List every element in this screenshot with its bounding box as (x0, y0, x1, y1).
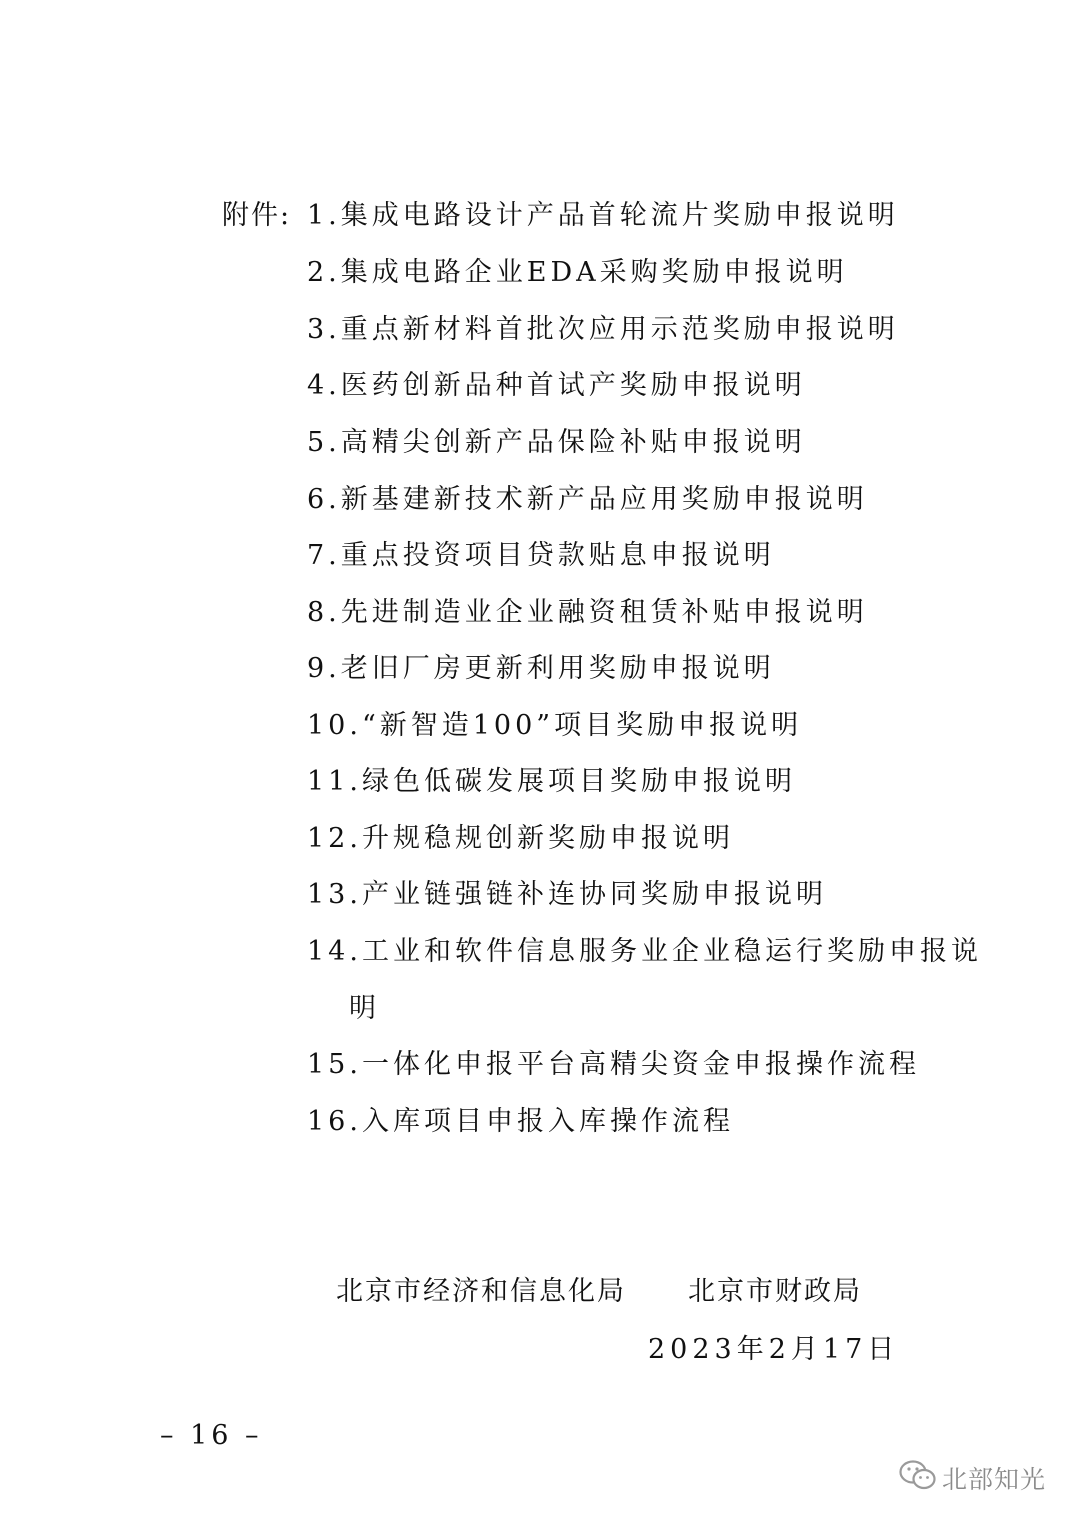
attachment-item: 3.重点新材料首批次应用示范奖励申报说明 (307, 314, 899, 345)
attachment-item-continuation: 明 (349, 993, 380, 1024)
attachment-item: 2.集成电路企业EDA采购奖励申报说明 (307, 257, 848, 288)
attachment-item: 16.入库项目申报入库操作流程 (307, 1106, 734, 1137)
attachment-item: 11.绿色低碳发展项目奖励申报说明 (307, 766, 796, 797)
attachment-item: 4.医药创新品种首试产奖励申报说明 (307, 370, 806, 401)
issuers-line (336, 1272, 862, 1312)
attachment-item: 6.新基建新技术新产品应用奖励申报说明 (307, 484, 868, 515)
attachment-item: 15.一体化申报平台高精尖资金申报操作流程 (307, 1049, 920, 1080)
attachment-item: 13.产业链强链补连协同奖励申报说明 (307, 879, 827, 910)
attachment-item: 9.老旧厂房更新利用奖励申报说明 (307, 653, 775, 684)
issuer-finance-bureau: 北京市财政局 (688, 1276, 862, 1307)
attachment-item: 14.工业和软件信息服务业企业稳运行奖励申报说 (307, 936, 982, 967)
attachment-item: 8.先进制造业企业融资租赁补贴申报说明 (307, 597, 868, 628)
wechat-icon (898, 1458, 938, 1498)
watermark (898, 1456, 1058, 1500)
attachments-label: 附件: (222, 200, 292, 231)
issue-date: 2023年2月17日 (648, 1334, 900, 1365)
attachment-item: 10.“新智造100”项目奖励申报说明 (307, 710, 803, 741)
attachment-item: 5.高精尖创新产品保险补贴申报说明 (307, 427, 806, 458)
page-number: – 16 – (160, 1420, 263, 1451)
attachment-item: 1.集成电路设计产品首轮流片奖励申报说明 (307, 200, 899, 231)
attachment-item: 7.重点投资项目贷款贴息申报说明 (307, 540, 775, 571)
attachment-item: 12.升规稳规创新奖励申报说明 (307, 823, 734, 854)
issuer-economy-bureau: 北京市经济和信息化局 (336, 1276, 626, 1307)
watermark-text: 北部知光 (942, 1465, 1047, 1494)
